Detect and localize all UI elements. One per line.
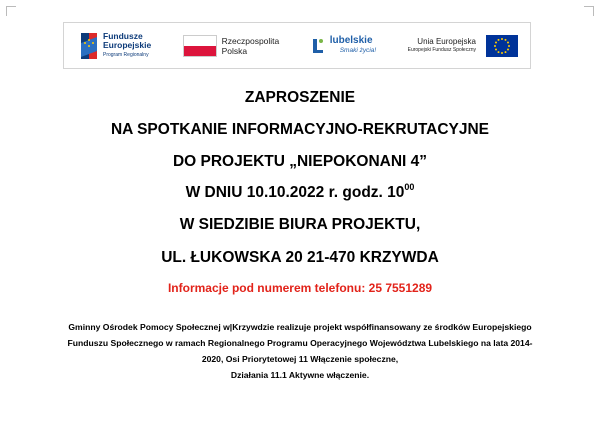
fundusze-line2: Europejskie xyxy=(103,39,152,50)
rzeczpospolita-line2: Polska xyxy=(221,45,248,56)
invitation-date-line xyxy=(0,181,600,202)
invitation-date-text: W DNIU 10.10.2022 r. godz. 10 xyxy=(185,184,405,201)
crop-mark-top-right xyxy=(584,6,594,16)
phone-info: Informacje pod numerem telefonu: 25 7551289 xyxy=(167,281,433,295)
rzeczpospolita-polska-logo xyxy=(183,35,280,57)
lubelskie-logo xyxy=(311,36,376,56)
unia-europejska-logo xyxy=(408,35,518,57)
footer-line-1: Gminny Ośrodek Pomocy Społecznej w|Krzywdzie realizuje projekt współfinansowany ze środków Europejskiego xyxy=(68,322,532,332)
invitation-project-line: DO PROJEKTU „NIEPOKONANI 4” xyxy=(172,153,428,170)
crop-mark-top-left xyxy=(6,6,16,16)
footer-line-2: Funduszu Społecznego w ramach Regionalnego Programu Operacyjnego Województwa Lubelskiego na lata 2014- xyxy=(67,338,533,348)
fundusze-line3: Program Regionalny xyxy=(103,51,149,58)
footer-line-3: 2020, Osi Priorytetowej 11 Włączenie społeczne, xyxy=(201,354,399,364)
invitation-location-line: W SIEDZIBIE BIURA PROJEKTU, xyxy=(179,216,421,233)
invitation-address-line: UL. ŁUKOWSKA 20 21-470 KRZYWDA xyxy=(161,249,439,266)
fundusze-europejskie-icon xyxy=(78,33,98,59)
footer-text xyxy=(0,319,600,383)
invitation-date-minutes: 00 xyxy=(404,181,415,192)
fundusze-europejskie-logo xyxy=(78,32,151,60)
footer-line-4: Działania 11.1 Aktywne włączenie. xyxy=(230,370,370,380)
lubelskie-mark-icon xyxy=(311,37,325,55)
logo-strip xyxy=(63,22,531,69)
eu-flag-icon xyxy=(486,35,518,57)
invitation-title: ZAPROSZENIE xyxy=(244,89,356,106)
rzeczpospolita-line1: Rzeczpospolita xyxy=(221,35,280,46)
invitation-meeting-line: NA SPOTKANIE INFORMACYJNO-REKRUTACYJNE xyxy=(110,121,490,138)
lubelskie-slogan: Smaki życia! xyxy=(339,46,377,54)
unia-line2: Europejski Fundusz Społeczny xyxy=(407,46,476,53)
unia-line1: Unia Europejska xyxy=(417,36,476,46)
polish-flag-icon xyxy=(183,35,217,57)
lubelskie-name: lubelskie xyxy=(329,34,373,46)
fundusze-line1: Fundusze xyxy=(103,30,143,41)
